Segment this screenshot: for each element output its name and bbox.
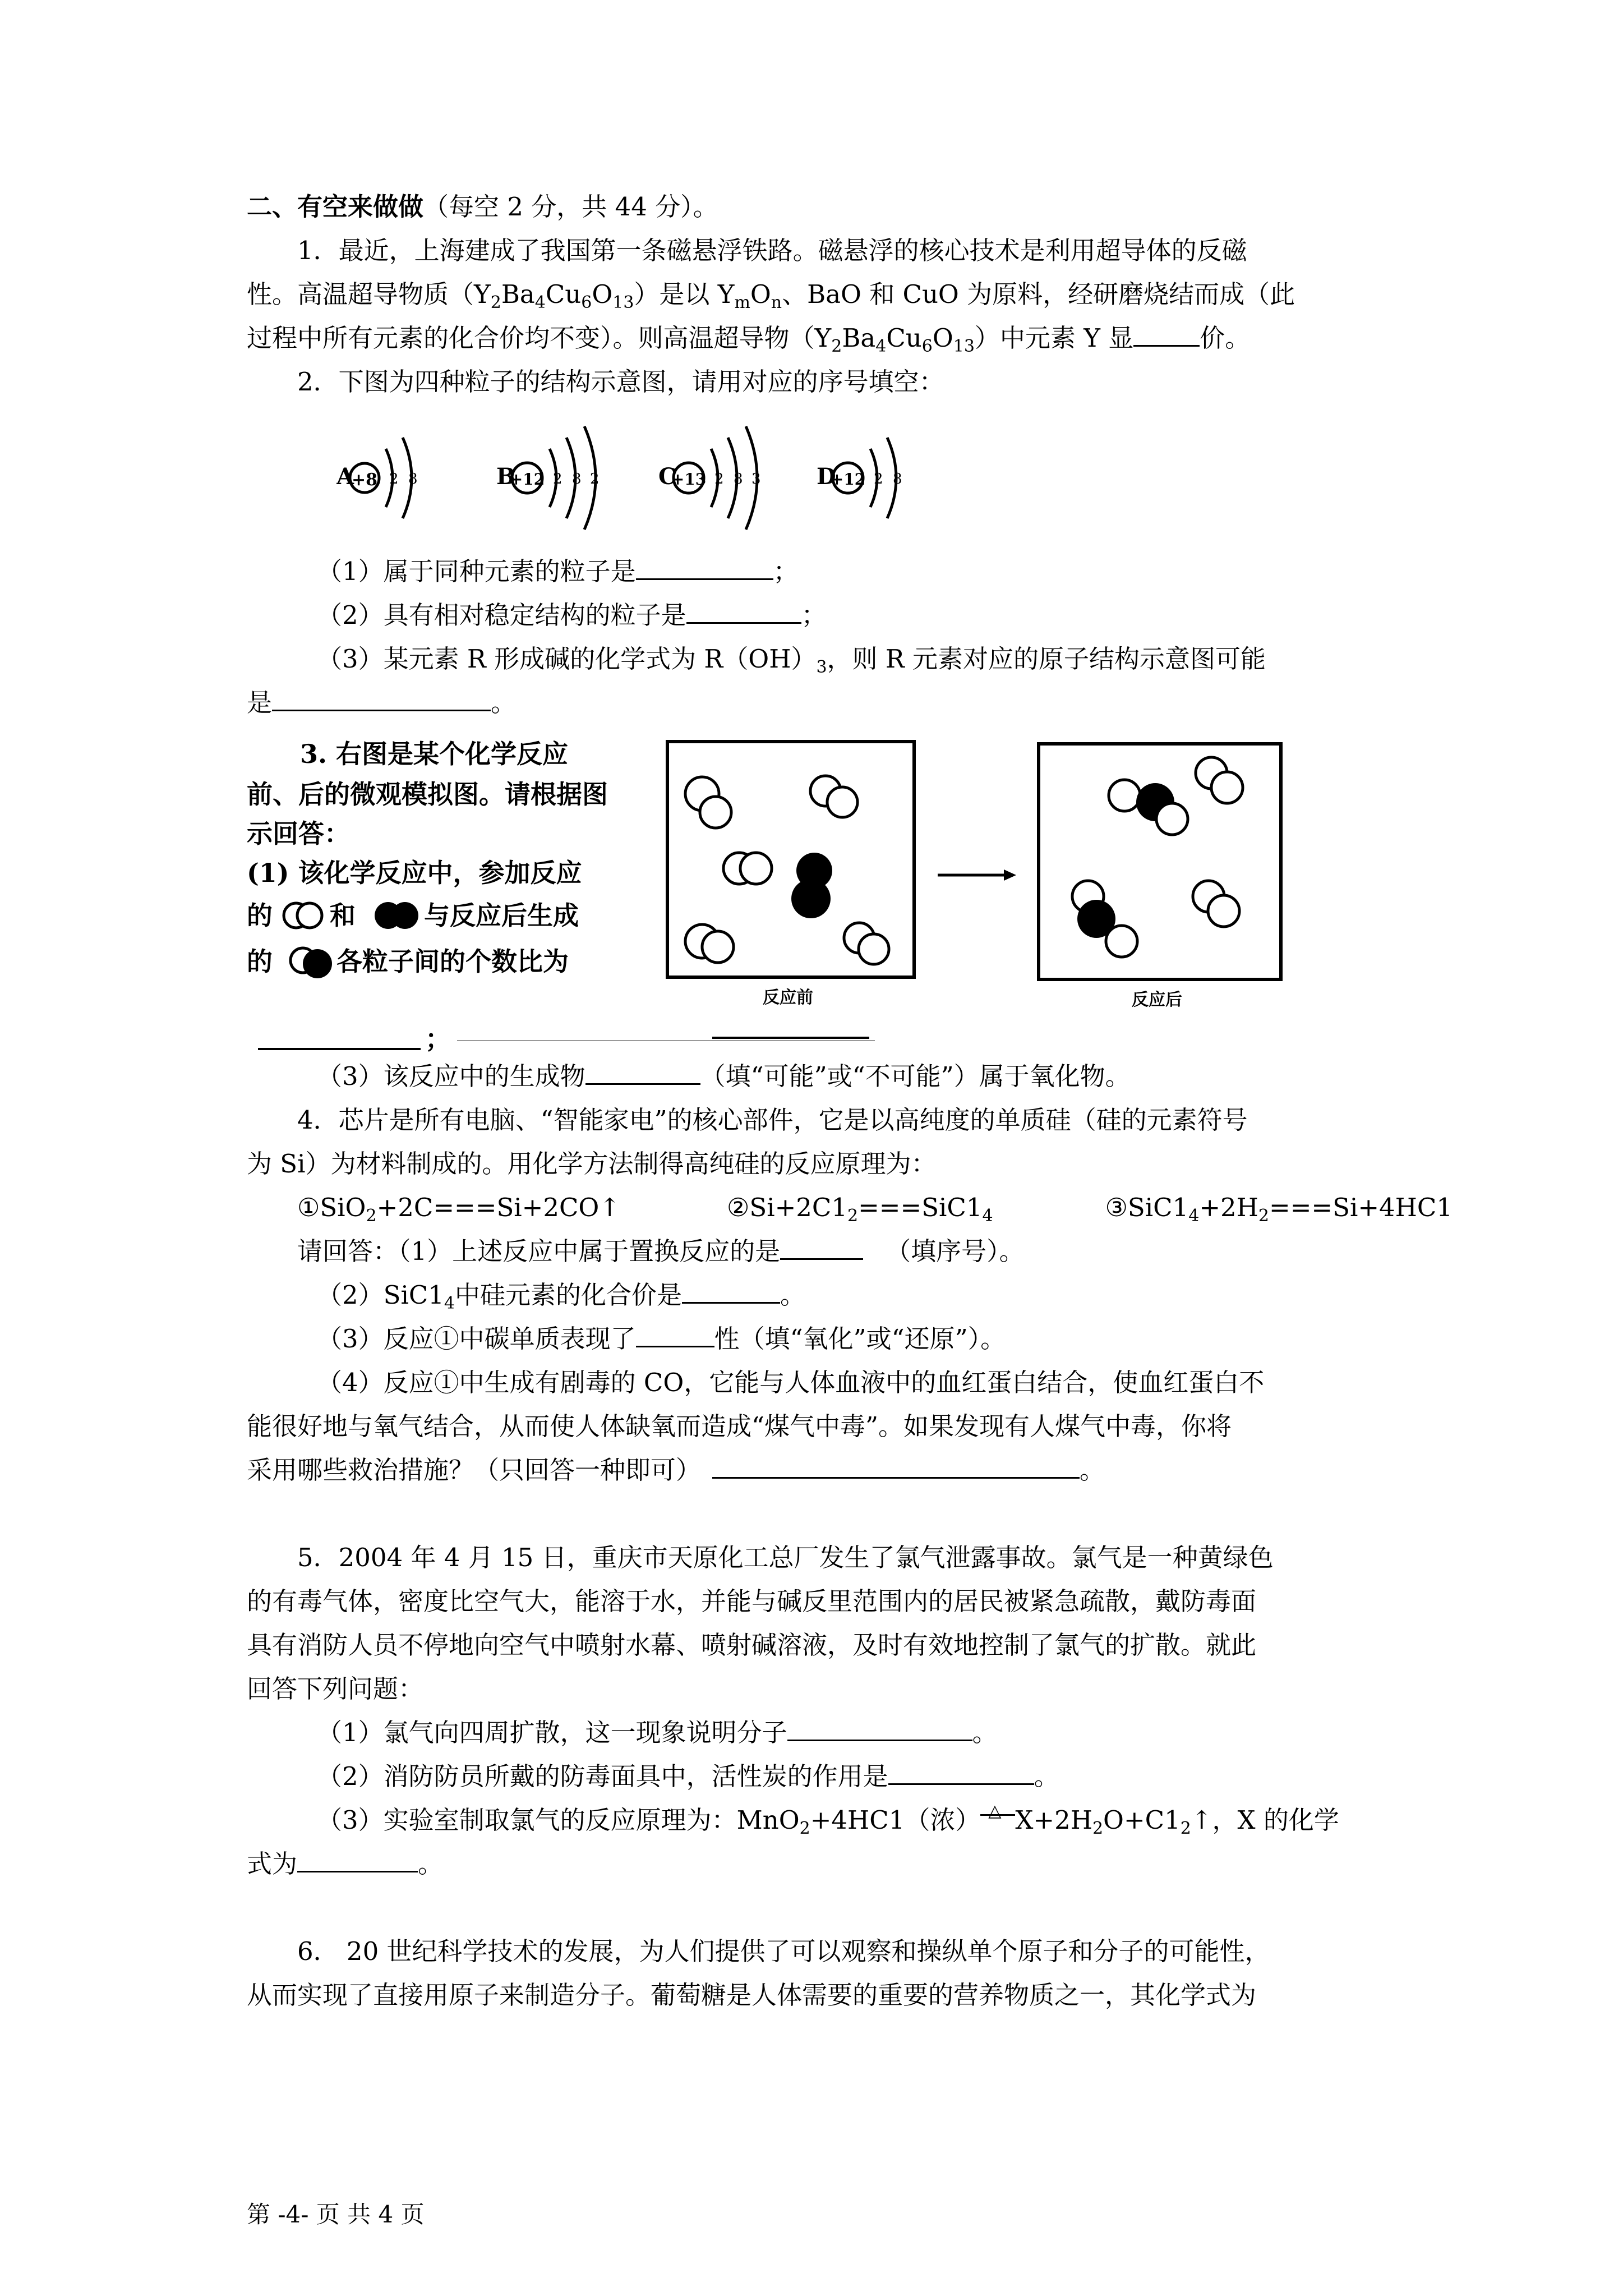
q4-blank-2[interactable] bbox=[682, 1277, 780, 1304]
q2-blank-2[interactable] bbox=[686, 597, 801, 624]
particle-b bbox=[496, 426, 600, 530]
q4-answer-4-l1: （4）反应①中生成有剧毒的 CO，它能与人体血液中的血红蛋白结合，使血红蛋白不 bbox=[317, 1368, 1265, 1397]
q5-line-3: 具有消防人员不停地向空气中喷射水幕、喷射碱溶液，及时有效地控制了氯气的扩散。就此 bbox=[247, 1630, 1257, 1660]
svg-text:2: 2 bbox=[553, 471, 562, 487]
svg-text:A: A bbox=[336, 463, 354, 490]
white-molecule-icon bbox=[284, 903, 322, 928]
particle-a bbox=[336, 438, 418, 518]
svg-text:3: 3 bbox=[751, 471, 761, 487]
svg-text:D: D bbox=[817, 463, 836, 490]
svg-text:C: C bbox=[658, 463, 676, 490]
q4-line-2: 为 Si）为材料制成的。用化学方法制得高纯硅的反应原理为： bbox=[247, 1149, 937, 1179]
q3-text-line-6b: 各粒子间的个数比为 bbox=[336, 946, 569, 977]
section-scoring: （每空 2 分，共 44 分）。 bbox=[423, 192, 718, 222]
q5-blank-1[interactable] bbox=[787, 1715, 972, 1741]
q4-answer-3: （3）反应①中碳单质表现了 性（填“氧化”或“还原”）。 bbox=[247, 1317, 1391, 1361]
q4-blank-3[interactable] bbox=[636, 1321, 714, 1347]
q2-blank-1[interactable] bbox=[636, 554, 773, 580]
q2-part-3-cont: 是 。 bbox=[247, 681, 1391, 725]
q5-line-1: 5．2004 年 4 月 15 日，重庆市天原化工总厂发生了氯气泄露事故。氯气是一种黄绿色 bbox=[297, 1543, 1274, 1572]
q2-part-1: （1）属于同种元素的粒子是 ； bbox=[247, 550, 1391, 593]
label-before: 反应前 bbox=[763, 988, 813, 1007]
q1-line-3: 过程中所有元素的化合价均不变）。则高温超导物$(Y_2Ba_4Cu_6O_{13})$中元素 Y 显 价。 bbox=[247, 316, 1391, 360]
svg-text:8: 8 bbox=[408, 471, 418, 487]
q3-text-line-5a: 的 bbox=[247, 900, 273, 931]
q3-text-line-3: 示回答： bbox=[247, 818, 350, 849]
svg-text:；: ； bbox=[425, 1024, 451, 1054]
svg-text:B: B bbox=[496, 463, 515, 490]
svg-text:8: 8 bbox=[734, 471, 743, 487]
q3-text-line-4: (1) 该化学反应中，参加反应 bbox=[247, 858, 582, 888]
heat-arrow-icon: △ bbox=[980, 1806, 1015, 1829]
q5-blank-2[interactable] bbox=[888, 1759, 1034, 1785]
reaction-after-box bbox=[1039, 744, 1281, 1010]
q3-figure-block bbox=[247, 735, 1391, 1055]
q2-blank-3[interactable] bbox=[272, 685, 491, 711]
q1-line-1: 1．最近，上海建成了我国第一条磁悬浮铁路。磁悬浮的核心技术是利用超导体的反磁 bbox=[297, 236, 1247, 265]
q3-text bbox=[247, 739, 608, 977]
q1-line-2: 性。高温超导物质$(Y_2Ba_4Cu_6O_{13})$是以 $Y_mO_n$、BaO 和 CuO 为原料，经研磨烧结而成（此 bbox=[247, 279, 1295, 312]
svg-text:8: 8 bbox=[572, 471, 582, 487]
q5-part-2: （2）消防防员所戴的防毒面具中，活性炭的作用是 。 bbox=[247, 1755, 1391, 1798]
svg-text:+13: +13 bbox=[671, 470, 707, 489]
svg-text:2: 2 bbox=[389, 471, 399, 487]
mixed-molecule-icon bbox=[291, 948, 332, 978]
svg-text:2: 2 bbox=[590, 471, 600, 487]
exam-page bbox=[247, 185, 1453, 2017]
q3-blank-3[interactable] bbox=[585, 1059, 700, 1085]
q4-blank-1[interactable] bbox=[780, 1234, 863, 1260]
q3-title-line: 3. 右图是某个化学反应 bbox=[300, 739, 569, 769]
q2-part-2: （2）具有相对稳定结构的粒子是 ； bbox=[247, 593, 1391, 637]
q3-text-line-5b: 和 bbox=[330, 900, 356, 931]
q3-part-3: （3）该反应中的生成物 （填“可能”或“不可能”）属于氧化物。 bbox=[247, 1055, 1391, 1098]
q6-line-1: 6． 20 世纪科学技术的发展，为人们提供了可以观察和操纵单个原子和分子的可能性， bbox=[297, 1936, 1270, 1966]
svg-text:+12: +12 bbox=[830, 470, 866, 489]
q4-answer-1: 请回答：（1）上述反应中属于置换反应的是 （填序号）。 bbox=[247, 1230, 1391, 1273]
reaction-before-box bbox=[667, 742, 914, 1007]
q3-text-line-5c: 与反应后生成 bbox=[424, 900, 579, 931]
svg-text:8: 8 bbox=[893, 471, 902, 487]
q5-line-4: 回答下列问题： bbox=[247, 1674, 424, 1704]
svg-text:2: 2 bbox=[874, 471, 883, 487]
atomic-structure-svg bbox=[336, 415, 953, 544]
svg-text:+8: +8 bbox=[351, 470, 378, 490]
svg-text:+12: +12 bbox=[509, 470, 545, 489]
q6-line-2: 从而实现了直接用原子来制造分子。葡萄糖是人体需要的重要的营养物质之一，其化学式为 bbox=[247, 1980, 1257, 2010]
section-heading bbox=[247, 185, 1391, 229]
q5-part-3: （3）实验室制取氯气的反应原理为：MnO$_2$+4HC1（浓） △ $X+2H_2O+C1_2↑$，X 的化学 bbox=[317, 1801, 1339, 1838]
q5-blank-3[interactable] bbox=[297, 1846, 418, 1872]
particle-c bbox=[658, 426, 761, 530]
q4-line-1: 4．芯片是所有电脑、“智能家电”的核心部件，它是以高纯度的单质硅（硅的元素符号 bbox=[297, 1105, 1248, 1135]
section-title: 二、有空来做做 bbox=[247, 192, 424, 222]
page-footer: 第 -4- 页 共 4 页 bbox=[247, 2201, 425, 2228]
q5-part-3-cont: 式为 。 bbox=[247, 1842, 1391, 1886]
reaction-arrow-icon bbox=[938, 869, 1016, 881]
black-molecule-icon bbox=[375, 902, 418, 929]
particle-d bbox=[817, 438, 902, 518]
q3-text-line-2: 前、后的微观模拟图。请根据图 bbox=[247, 779, 608, 809]
q2-intro: 2．下图为四种粒子的结构示意图，请用对应的序号填空： bbox=[297, 367, 944, 397]
q4-reactions: ①SiO$_2$+2C===Si+2CO↑ $②Si+2C1_2===SiC1_4$ $③SiC1_4+2H_2===Si+4HC1$ bbox=[297, 1193, 1453, 1226]
atomic-structure-figure bbox=[247, 415, 1391, 544]
q4-blank-4[interactable] bbox=[712, 1452, 1080, 1479]
q5-part-1: （1）氯气向四周扩散，这一现象说明分子 。 bbox=[247, 1711, 1391, 1755]
label-after: 反应后 bbox=[1132, 990, 1182, 1010]
q2-part-3: （3）某元素 R 形成碱的化学式为 $R(OH)_3$，则 R 元素对应的原子结构示意图可能 bbox=[317, 644, 1266, 677]
q5-line-2: 的有毒气体，密度比空气大，能溶于水，并能与碱反里范围内的居民被紧急疏散，戴防毒面 bbox=[247, 1586, 1257, 1616]
q4-answer-2: $(2)SiC1_4$中硅元素的化合价是 。 bbox=[247, 1273, 1391, 1317]
q3-reaction-svg bbox=[247, 735, 1391, 1055]
q4-answer-4-l2: 能很好地与氧气结合，从而使人体缺氧而造成“煤气中毒”。如果发现有人煤气中毒，你将 bbox=[247, 1411, 1232, 1441]
q3-text-line-6a: 的 bbox=[247, 946, 273, 977]
q4-answer-4-l3: 采用哪些救治措施？（只回答一种即可） 。 bbox=[247, 1448, 1391, 1492]
svg-text:2: 2 bbox=[714, 471, 724, 487]
q1-answer-blank[interactable] bbox=[1133, 320, 1200, 347]
